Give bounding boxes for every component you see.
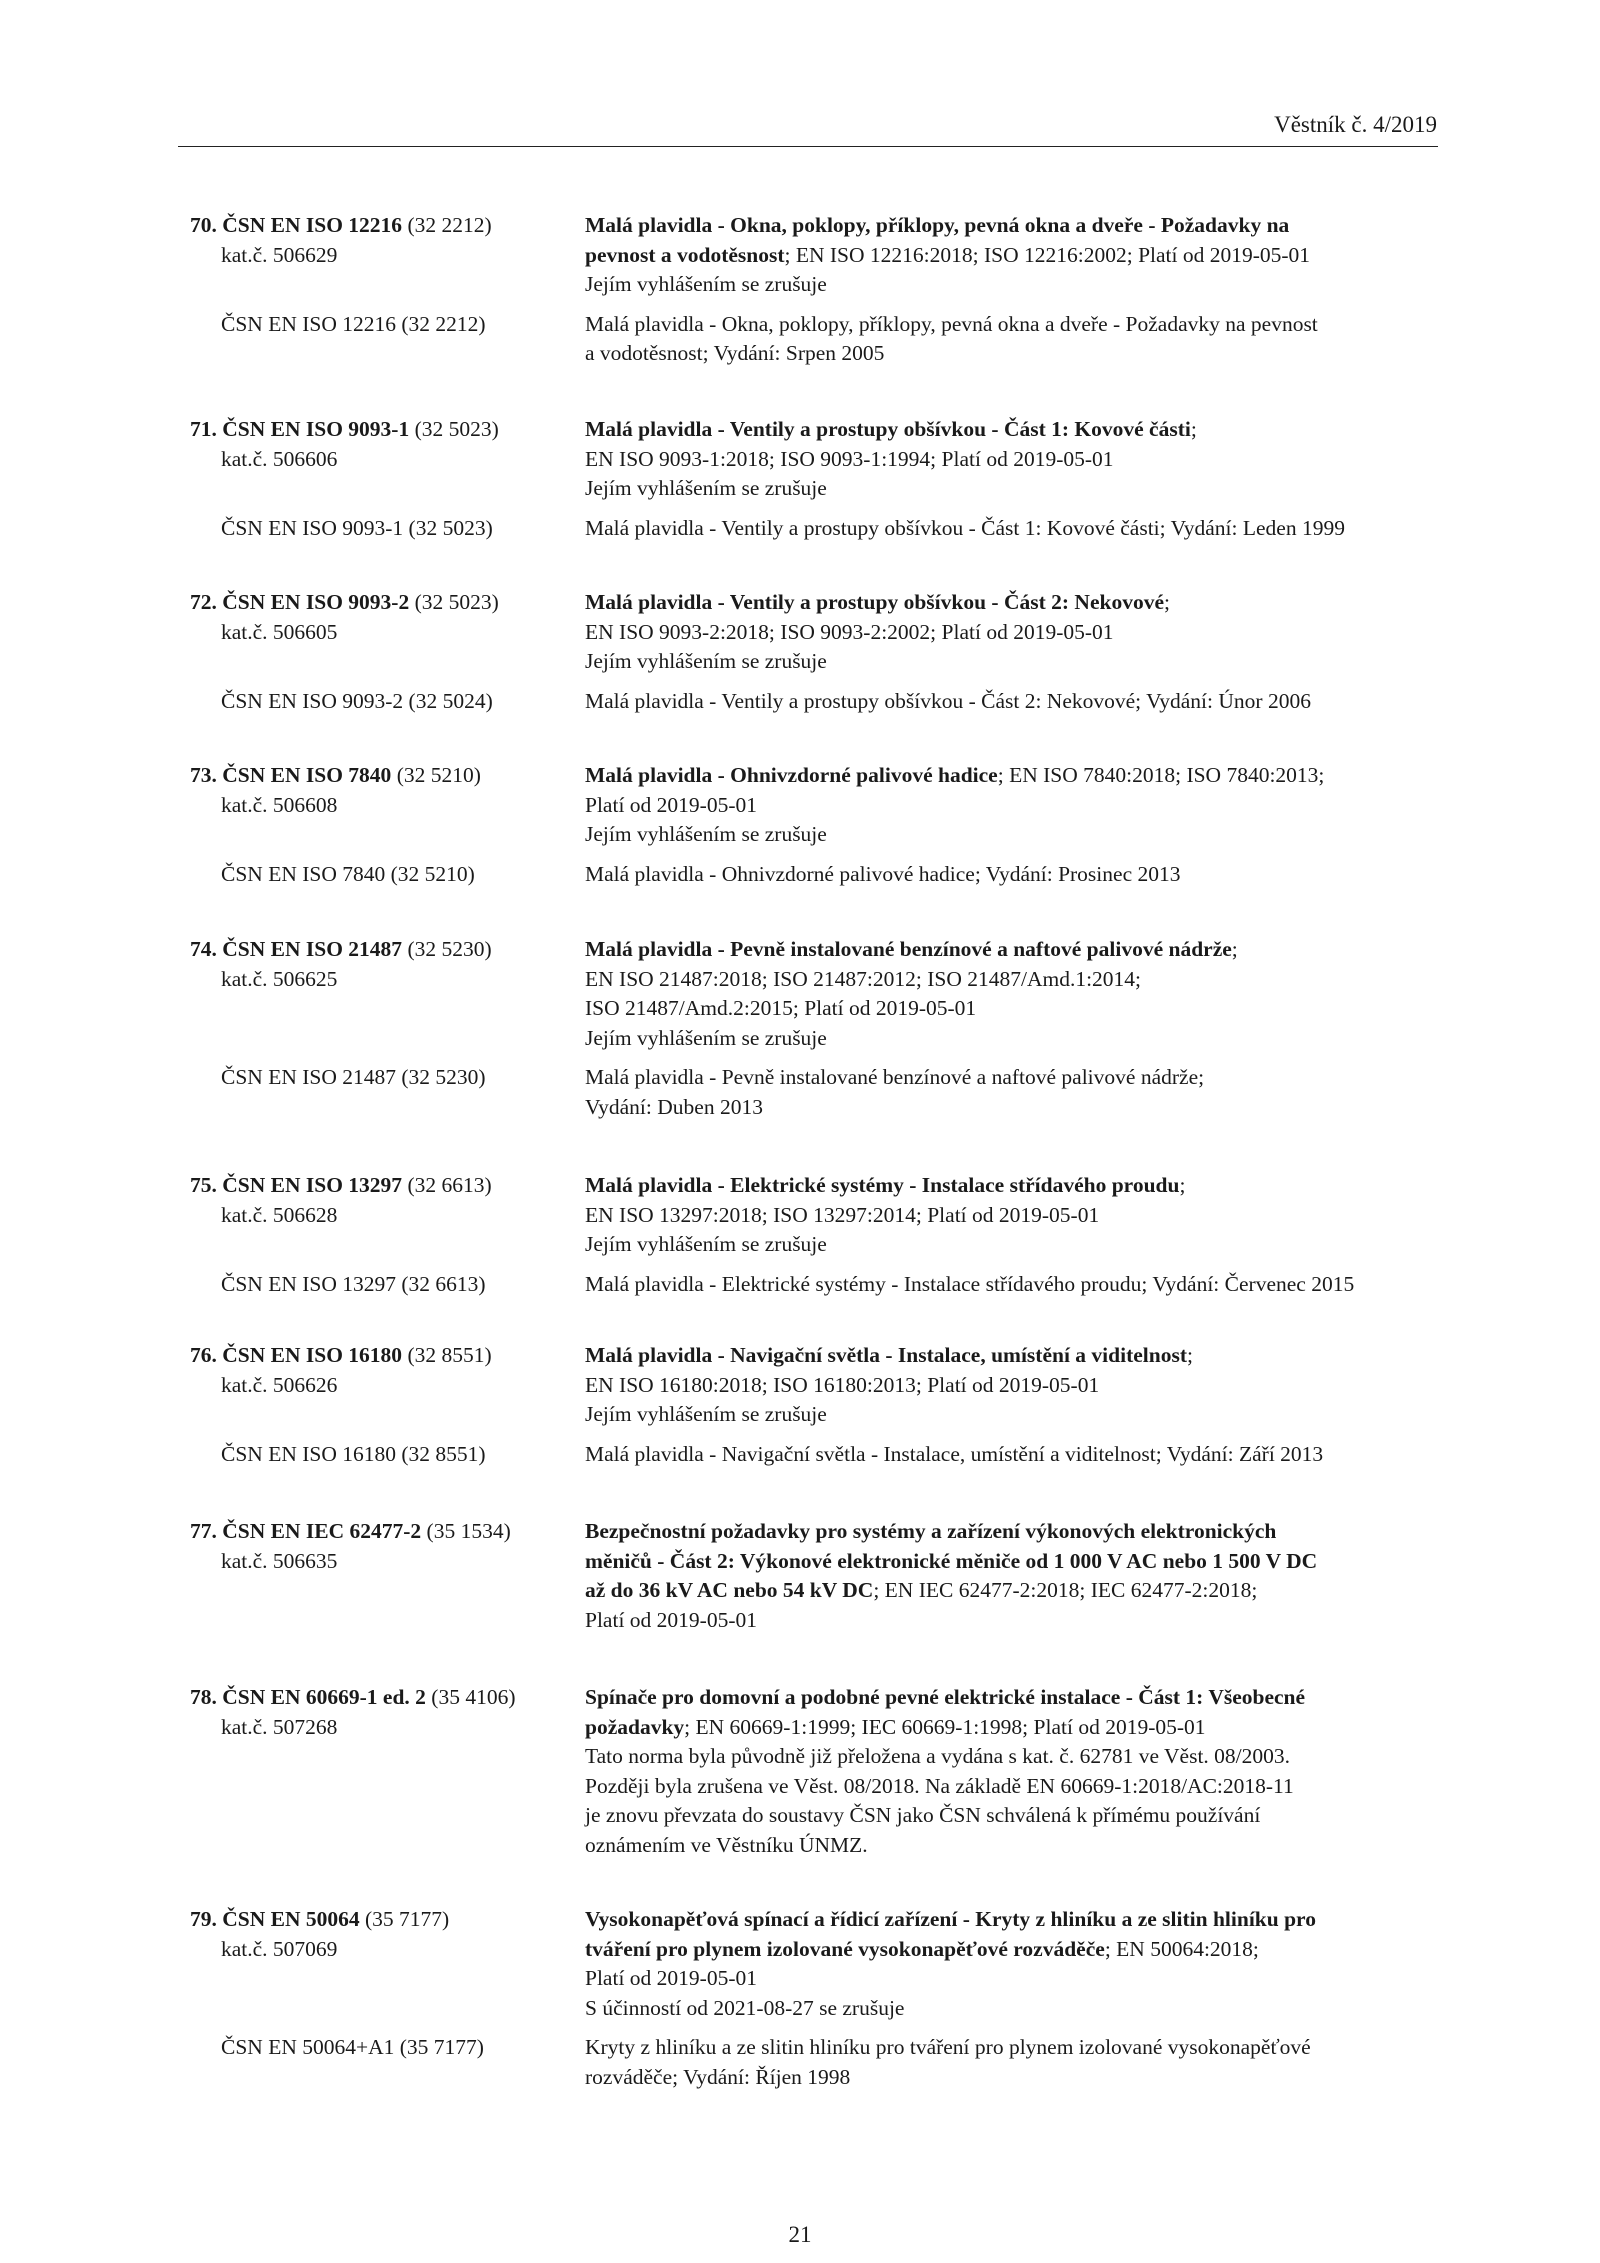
- designation-line: [190, 415, 580, 445]
- replaced-code-col: [190, 310, 580, 340]
- title-line: [585, 647, 1465, 677]
- designation-line: [190, 1517, 580, 1547]
- catalog-number: kat.č. 506628: [221, 1202, 338, 1227]
- title-text: ISO 21487/Amd.2:2015; Platí od 2019-05-01: [585, 996, 977, 1020]
- title-line: [585, 241, 1465, 271]
- title-line: [585, 1742, 1465, 1772]
- title-line: [585, 1964, 1465, 1994]
- header-rule: [178, 146, 1438, 147]
- standard-code: 74. ČSN EN ISO 21487: [190, 937, 403, 961]
- replaced-title: [585, 310, 1465, 369]
- title-text: Jejím vyhlášením se zrušuje: [585, 1402, 827, 1426]
- catalog-number: kat.č. 506605: [221, 619, 338, 644]
- replaced-code-col: [190, 1063, 580, 1093]
- standard-code: 73. ČSN EN ISO 7840: [190, 763, 392, 787]
- title-bold: Malá plavidla - Pevně instalované benzínové a naftové palivové nádrže: [585, 937, 1232, 961]
- title-line: [585, 935, 1465, 965]
- title-bold: měničů - Část 2: Výkonové elektronické měniče od 1 000 V AC nebo 1 500 V DC: [585, 1548, 1318, 1573]
- title-text: Jejím vyhlášením se zrušuje: [585, 1232, 827, 1256]
- title-line: [585, 965, 1465, 995]
- title-text: EN ISO 9093-2:2018; ISO 9093-2:2002; Platí od 2019-05-01: [585, 619, 1114, 644]
- standard-designation: [190, 588, 580, 647]
- title-line: [585, 1547, 1465, 1577]
- replaced-code-col: [190, 1440, 580, 1470]
- title-bold: Spínače pro domovní a podobné pevné elektrické instalace - Část 1: Všeobecné: [585, 1685, 1306, 1709]
- title-line: [585, 761, 1465, 791]
- standard-designation: [190, 1905, 580, 1964]
- title-line: [585, 1606, 1465, 1636]
- catalog-number: kat.č. 506606: [221, 446, 338, 471]
- catalog-number: kat.č. 506635: [221, 1548, 338, 1573]
- title-line: [585, 1230, 1465, 1260]
- title-bold: až do 36 kV AC nebo 54 kV DC: [585, 1578, 874, 1602]
- standard-designation: [190, 935, 580, 994]
- standard-code: 77. ČSN EN IEC 62477-2: [190, 1519, 422, 1543]
- designation-line: [190, 588, 580, 618]
- catalog-number: kat.č. 507268: [221, 1714, 338, 1739]
- page-number: 21: [788, 2222, 812, 2247]
- title-line: [585, 1831, 1465, 1861]
- title-text: ;: [1179, 1173, 1186, 1197]
- designation-line: [190, 1905, 580, 1935]
- title-bold: tváření pro plynem izolované vysokonapěťové rozváděče: [585, 1936, 1105, 1961]
- replaced-title-line: Kryty z hliníku a ze slitin hliníku pro tváření pro plynem izolované vysokonapěťové: [585, 2035, 1311, 2059]
- title-text: ;: [1231, 937, 1238, 961]
- title-line: [585, 994, 1465, 1024]
- title-text: EN ISO 13297:2018; ISO 13297:2014; Platí od 2019-05-01: [585, 1202, 1100, 1227]
- title-bold: Malá plavidla - Navigační světla - Instalace, umístění a viditelnost: [585, 1343, 1187, 1367]
- standard-designation: [190, 211, 580, 270]
- title-text: Jejím vyhlášením se zrušuje: [585, 822, 827, 846]
- title-line: [585, 211, 1465, 241]
- title-bold: Malá plavidla - Ventily a prostupy obšívkou - Část 2: Nekovové: [585, 590, 1164, 614]
- designation-line: [190, 935, 580, 965]
- standard-code: 70. ČSN EN ISO 12216: [190, 213, 403, 237]
- title-text: EN ISO 16180:2018; ISO 16180:2013; Platí od 2019-05-01: [585, 1372, 1100, 1397]
- standard-title: [585, 1341, 1465, 1430]
- title-bold: Malá plavidla - Ventily a prostupy obšívkou - Část 1: Kovové části: [585, 417, 1191, 441]
- replaced-title: [585, 1063, 1465, 1122]
- designation-line: [190, 1171, 580, 1201]
- replaced-title-line: Malá plavidla - Pevně instalované benzínové a naftové palivové nádrže;: [585, 1065, 1205, 1089]
- standard-code: 71. ČSN EN ISO 9093-1: [190, 417, 410, 441]
- replaced-title: [585, 1440, 1465, 1470]
- catalog-number: kat.č. 506625: [221, 966, 338, 991]
- title-line: [585, 1935, 1465, 1965]
- classification-code: (35 4106): [425, 1685, 516, 1709]
- designation-line: [190, 761, 580, 791]
- title-text: Jejím vyhlášením se zrušuje: [585, 476, 827, 500]
- replaced-code: ČSN EN 50064+A1 (35 7177): [221, 2035, 484, 2059]
- title-line: [585, 618, 1465, 648]
- standard-title: [585, 935, 1465, 1053]
- title-bold: pevnost a vodotěsnost: [585, 242, 785, 267]
- catalog-number: kat.č. 506626: [221, 1372, 338, 1397]
- replaced-code: ČSN EN ISO 7840 (32 5210): [221, 861, 475, 886]
- replaced-title: [585, 860, 1465, 890]
- title-bold: Bezpečnostní požadavky pro systémy a zařízení výkonových elektronických: [585, 1519, 1277, 1543]
- replaced-title-line: Malá plavidla - Elektrické systémy - Instalace střídavého proudu; Vydání: Červenec 2015: [585, 1271, 1355, 1296]
- title-text: ; EN 60669-1:1999; IEC 60669-1:1998; Platí od 2019-05-01: [684, 1714, 1206, 1739]
- title-text: ; EN ISO 7840:2018; ISO 7840:2013;: [997, 763, 1325, 787]
- title-text: ;: [1164, 590, 1170, 614]
- replaced-title: [585, 2033, 1465, 2092]
- title-text: Platí od 2019-05-01: [585, 1607, 757, 1632]
- title-text: ; EN ISO 12216:2018; ISO 12216:2002; Platí od 2019-05-01: [784, 242, 1311, 267]
- replaced-title-line: Malá plavidla - Ohnivzdorné palivové hadice; Vydání: Prosinec 2013: [585, 861, 1181, 886]
- standard-designation: [190, 415, 580, 474]
- designation-line: [190, 1683, 580, 1713]
- title-bold: Malá plavidla - Okna, poklopy, příklopy, pevná okna a dveře - Požadavky na: [585, 213, 1290, 237]
- standard-code: 75. ČSN EN ISO 13297: [190, 1173, 403, 1197]
- title-line: [585, 415, 1465, 445]
- replaced-code: ČSN EN ISO 12216 (32 2212): [221, 311, 486, 336]
- title-line: [585, 1772, 1465, 1802]
- classification-code: (32 5023): [409, 590, 499, 614]
- bulletin-header: Věstník č. 4/2019: [1274, 112, 1437, 137]
- title-line: [585, 1024, 1465, 1054]
- title-line: [585, 1341, 1465, 1371]
- title-text: ; EN IEC 62477-2:2018; IEC 62477-2:2018;: [873, 1578, 1258, 1602]
- standard-title: [585, 415, 1465, 504]
- standard-designation: [190, 1683, 580, 1742]
- title-line: [585, 1801, 1465, 1831]
- title-bold: Vysokonapěťová spínací a řídicí zařízení - Kryty z hliníku a ze slitin hliníku pro: [585, 1907, 1316, 1931]
- title-line: [585, 1371, 1465, 1401]
- replaced-code: ČSN EN ISO 9093-1 (32 5023): [221, 515, 493, 540]
- title-text: EN ISO 21487:2018; ISO 21487:2012; ISO 21487/Amd.1:2014;: [585, 966, 1142, 991]
- standard-title: [585, 761, 1465, 850]
- standard-designation: [190, 1341, 580, 1400]
- replaced-code-col: [190, 514, 580, 544]
- replaced-code: ČSN EN ISO 21487 (32 5230): [221, 1065, 486, 1089]
- standard-title: [585, 588, 1465, 677]
- standard-code: 79. ČSN EN 50064: [190, 1907, 360, 1931]
- title-line: [585, 1994, 1465, 2024]
- title-text: Platí od 2019-05-01: [585, 792, 757, 817]
- designation-line: [190, 211, 580, 241]
- title-line: [585, 1905, 1465, 1935]
- replaced-title-line: Malá plavidla - Navigační světla - Instalace, umístění a viditelnost; Vydání: Září 2013: [585, 1441, 1324, 1466]
- title-line: [585, 1400, 1465, 1430]
- standard-designation: [190, 1517, 580, 1576]
- classification-code: (35 1534): [421, 1519, 511, 1543]
- classification-code: (32 5023): [409, 417, 499, 441]
- classification-code: (32 5230): [402, 937, 492, 961]
- standard-designation: [190, 761, 580, 820]
- title-bold: Malá plavidla - Elektrické systémy - Instalace střídavého proudu: [585, 1173, 1180, 1197]
- catalog-number: kat.č. 507069: [221, 1936, 338, 1961]
- replaced-title: [585, 1270, 1465, 1300]
- title-line: [585, 1683, 1465, 1713]
- replaced-code: ČSN EN ISO 13297 (32 6613): [221, 1271, 486, 1296]
- replaced-code-col: [190, 687, 580, 717]
- classification-code: (32 5210): [391, 763, 481, 787]
- standard-code: 76. ČSN EN ISO 16180: [190, 1343, 403, 1367]
- title-text: ; EN 50064:2018;: [1104, 1936, 1259, 1961]
- replaced-code: ČSN EN ISO 16180 (32 8551): [221, 1441, 486, 1466]
- title-text: oznámením ve Věstníku ÚNMZ.: [585, 1832, 868, 1857]
- standard-title: [585, 1905, 1465, 2023]
- title-text: Jejím vyhlášením se zrušuje: [585, 649, 827, 673]
- replaced-title-line: Malá plavidla - Okna, poklopy, příklopy, pevná okna a dveře - Požadavky na pevnost: [585, 311, 1318, 336]
- title-line: [585, 820, 1465, 850]
- replaced-title-line: Malá plavidla - Ventily a prostupy obšívkou - Část 1: Kovové části; Vydání: Leden 1999: [585, 515, 1345, 540]
- replaced-title: [585, 514, 1465, 544]
- catalog-number: kat.č. 506608: [221, 792, 338, 817]
- catalog-number: kat.č. 506629: [221, 242, 338, 267]
- title-line: [585, 1576, 1465, 1606]
- standard-title: [585, 211, 1465, 300]
- classification-code: (35 7177): [359, 1907, 450, 1931]
- standard-title: [585, 1517, 1465, 1635]
- title-text: Platí od 2019-05-01: [585, 1966, 757, 1990]
- replaced-title-line: Vydání: Duben 2013: [585, 1094, 763, 1119]
- title-text: Tato norma byla původně již přeložena a vydána s kat. č. 62781 ve Věst. 08/2003.: [585, 1744, 1291, 1768]
- standard-code: 78. ČSN EN 60669-1 ed. 2: [190, 1685, 426, 1709]
- replaced-code-col: [190, 1270, 580, 1300]
- title-line: [585, 1171, 1465, 1201]
- standard-code: 72. ČSN EN ISO 9093-2: [190, 590, 410, 614]
- title-text: ;: [1190, 417, 1197, 441]
- replaced-code: ČSN EN ISO 9093-2 (32 5024): [221, 688, 493, 713]
- title-line: [585, 474, 1465, 504]
- standard-title: [585, 1683, 1465, 1860]
- title-line: [585, 1517, 1465, 1547]
- classification-code: (32 2212): [402, 213, 492, 237]
- title-text: Později byla zrušena ve Věst. 08/2018. Na základě EN 60669-1:2018/AC:2018-11: [585, 1773, 1294, 1798]
- replaced-title: [585, 687, 1465, 717]
- title-text: Jejím vyhlášením se zrušuje: [585, 272, 827, 296]
- title-bold: Malá plavidla - Ohnivzdorné palivové hadice: [585, 763, 998, 787]
- replaced-code-col: [190, 2033, 580, 2063]
- replaced-code-col: [190, 860, 580, 890]
- title-line: [585, 445, 1465, 475]
- title-line: [585, 588, 1465, 618]
- title-text: S účinností od 2021-08-27 se zrušuje: [585, 1995, 905, 2020]
- replaced-title-line: Malá plavidla - Ventily a prostupy obšívkou - Část 2: Nekovové; Vydání: Únor 2006: [585, 688, 1311, 713]
- title-line: [585, 1201, 1465, 1231]
- standard-designation: [190, 1171, 580, 1230]
- classification-code: (32 8551): [402, 1343, 492, 1367]
- replaced-title-line: a vodotěsnost; Vydání: Srpen 2005: [585, 341, 885, 365]
- title-line: [585, 1713, 1465, 1743]
- designation-line: [190, 1341, 580, 1371]
- title-text: Jejím vyhlášením se zrušuje: [585, 1025, 827, 1050]
- title-bold: požadavky: [585, 1714, 685, 1739]
- classification-code: (32 6613): [402, 1173, 492, 1197]
- title-line: [585, 791, 1465, 821]
- title-text: ;: [1187, 1343, 1193, 1367]
- title-text: EN ISO 9093-1:2018; ISO 9093-1:1994; Platí od 2019-05-01: [585, 446, 1114, 471]
- replaced-title-line: rozváděče; Vydání: Říjen 1998: [585, 2064, 851, 2089]
- title-line: [585, 270, 1465, 300]
- standard-title: [585, 1171, 1465, 1260]
- title-text: je znovu převzata do soustavy ČSN jako ČSN schválená k přímému používání: [585, 1803, 1261, 1827]
